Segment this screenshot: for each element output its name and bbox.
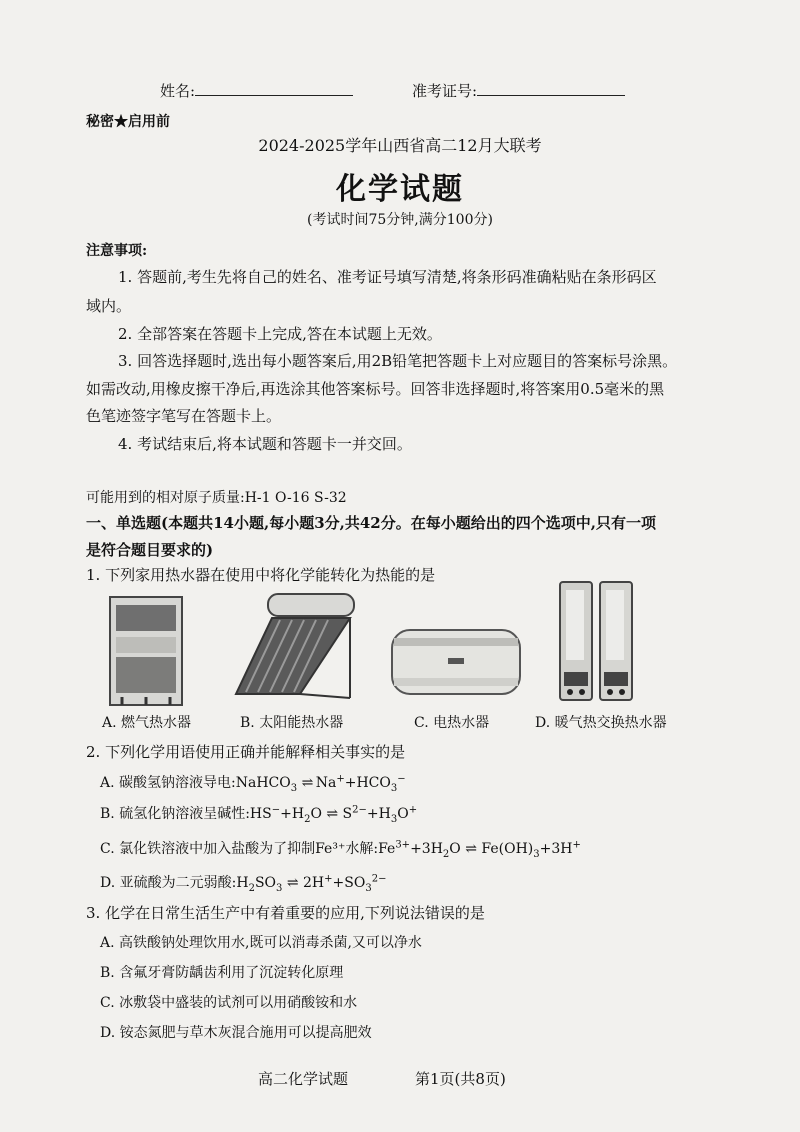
q3-option-c: C. 冰敷袋中盛装的试剂可以用硝酸铵和水 bbox=[100, 995, 358, 1011]
note-1a: 1. 答题前,考生先将自己的姓名、准考证号填写清楚,将条形码准确粘贴在条形码区 bbox=[118, 268, 657, 286]
q2-option-a-equation: NaHCO$_3$ ⇌ $Na^++HCO_3^-$ bbox=[235, 773, 406, 794]
heat-exchange-water-heater-image bbox=[556, 580, 636, 704]
note-3c: 色笔迹签字笔写在答题卡上。 bbox=[86, 407, 282, 425]
id-blank[interactable] bbox=[477, 81, 625, 96]
time-note: (考试时间75分钟,满分100分) bbox=[307, 212, 493, 228]
notes-heading: 注意事项: bbox=[86, 243, 148, 259]
name-blank[interactable] bbox=[195, 81, 353, 96]
q1-option-a: A. 燃气热水器 bbox=[102, 715, 192, 731]
q2-option-b-equation: $HS^-+H_2O$ ⇌ $S^{2-}+H_3O^+$ bbox=[249, 804, 418, 825]
solar-water-heater-image bbox=[228, 590, 358, 702]
q2-option-c bbox=[100, 838, 581, 858]
note-3b: 如需改动,用橡皮擦干净后,再选涂其他答案标号。回答非选择题时,将答案用0.5毫米的黑 bbox=[86, 380, 665, 398]
note-4: 4. 考试结束后,将本试题和答题卡一并交回。 bbox=[118, 435, 412, 453]
footer-page-number: 第1页(共8页) bbox=[415, 1070, 506, 1088]
q2-option-b-text: B. 硫氢化钠溶液呈碱性: bbox=[100, 806, 250, 822]
q3-option-b: B. 含氟牙膏防龋齿利用了沉淀转化原理 bbox=[100, 965, 344, 981]
q2-stem: 2. 下列化学用语使用正确并能解释相关事实的是 bbox=[86, 743, 406, 761]
section1-line2: 是符合题目要求的) bbox=[86, 541, 214, 559]
electric-water-heater-image bbox=[390, 628, 522, 698]
id-field bbox=[412, 80, 625, 101]
note-2: 2. 全部答案在答题卡上完成,答在本试题上无效。 bbox=[118, 325, 442, 343]
q2-option-d-text: D. 亚硫酸为二元弱酸: bbox=[100, 875, 237, 891]
q3-stem: 3. 化学在日常生活生产中有着重要的应用,下列说法错误的是 bbox=[86, 904, 485, 922]
q1-stem: 1. 下列家用热水器在使用中将化学能转化为热能的是 bbox=[86, 566, 436, 584]
id-label: 准考证号: bbox=[412, 82, 478, 100]
q2-option-a-text: A. 碳酸氢钠溶液导电: bbox=[100, 775, 236, 791]
section1-line1: 一、单选题(本题共14小题,每小题3分,共42分。在每小题给出的四个选项中,只有一项 bbox=[86, 514, 656, 532]
name-field bbox=[160, 80, 353, 101]
gas-water-heater-image bbox=[108, 595, 184, 707]
q2-option-b bbox=[100, 803, 417, 823]
q2-option-c-text: C. 氯化铁溶液中加入盐酸为了抑制Fe³⁺水解: bbox=[100, 841, 379, 857]
note-3a: 3. 回答选择题时,选出每小题答案后,用2B铅笔把答题卡上对应题目的答案标号涂黑。 bbox=[118, 352, 678, 370]
footer-subject: 高二化学试题 bbox=[258, 1070, 349, 1088]
secret-mark: 秘密★启用前 bbox=[86, 114, 170, 130]
q3-option-d: D. 铵态氮肥与草木灰混合施用可以提高肥效 bbox=[100, 1025, 372, 1041]
atomic-mass: 可能用到的相对原子质量:H-1 O-16 S-32 bbox=[86, 490, 347, 506]
q2-option-d bbox=[100, 872, 386, 892]
exam-title: 2024-2025学年山西省高二12月大联考 bbox=[258, 136, 542, 155]
subject-title: 化学试题 bbox=[336, 172, 464, 207]
q3-option-a: A. 高铁酸钠处理饮用水,既可以消毒杀菌,又可以净水 bbox=[100, 935, 422, 951]
q2-option-a bbox=[100, 772, 406, 792]
note-1b: 域内。 bbox=[86, 297, 132, 315]
q2-option-d-equation: $H_2SO_3$ ⇌ $2H^++SO_3^{2-}$ bbox=[236, 873, 387, 894]
q1-option-c: C. 电热水器 bbox=[414, 715, 490, 731]
name-label: 姓名: bbox=[160, 82, 196, 100]
q2-option-c-equation: $Fe^{3+}+3H_2O$ ⇌ $Fe(OH)_3+3H^+$ bbox=[378, 839, 581, 860]
q1-option-d: D. 暖气热交换热水器 bbox=[535, 715, 667, 731]
q1-option-b: B. 太阳能热水器 bbox=[240, 715, 344, 731]
